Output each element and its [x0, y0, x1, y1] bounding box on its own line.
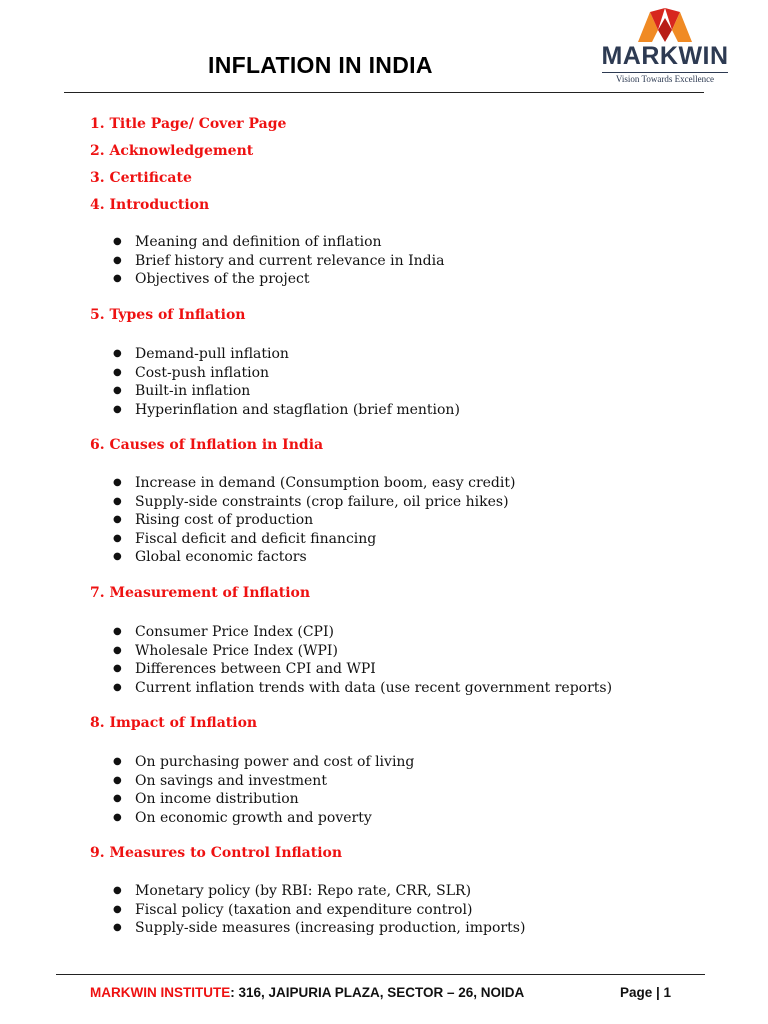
list-item: ● Fiscal policy (taxation and expenditure control) — [113, 901, 473, 918]
list-item: ● Differences between CPI and WPI — [113, 661, 376, 677]
list-item: ● Increase in demand (Consumption boom, easy credit) — [113, 475, 516, 491]
bullet-icon: ● — [113, 385, 122, 396]
bullet-icon: ● — [113, 236, 122, 247]
section-heading: 7. Measurement of Inflation — [90, 585, 311, 601]
section-heading: 8. Impact of Inflation — [90, 715, 258, 731]
section-heading: 1. Title Page/ Cover Page — [90, 116, 287, 132]
footer-divider — [56, 974, 705, 975]
list-item: ● Supply-side measures (increasing production, imports) — [113, 920, 526, 936]
markwin-logo-mark-icon — [638, 8, 692, 42]
markwin-logo — [592, 8, 738, 86]
list-item: ● Objectives of the project — [113, 271, 310, 287]
logo-wordmark: MARKWIN — [601, 42, 729, 70]
footer-address-line — [90, 985, 524, 1000]
list-item: ● Meaning and definition of inflation — [113, 234, 382, 250]
bullet-icon: ● — [113, 663, 122, 674]
bullet-icon: ● — [113, 403, 122, 415]
bullet-icon: ● — [113, 532, 122, 544]
page-header — [0, 0, 768, 98]
bullet-icon: ● — [113, 626, 122, 637]
bullet-icon: ● — [113, 514, 122, 525]
bullet-icon: ● — [113, 774, 122, 786]
bullet-list — [0, 474, 768, 567]
list-item: ● On income distribution — [113, 791, 299, 807]
section-heading: 2. Acknowledgement — [90, 143, 254, 159]
list-item: ● On economic growth and poverty — [113, 809, 372, 826]
bullet-icon: ● — [113, 495, 122, 507]
bullet-icon: ● — [113, 254, 122, 266]
list-item: ● Global economic factors — [113, 549, 307, 565]
bullet-icon: ● — [113, 922, 122, 933]
bullet-icon: ● — [113, 644, 122, 656]
bullet-list — [0, 882, 768, 938]
section-heading: 9. Measures to Control Inflation — [90, 845, 343, 861]
list-item: ● Cost-push inflation — [113, 364, 270, 381]
list-item: ● Fiscal deficit and deficit financing — [113, 530, 377, 547]
list-item: ● Supply-side constraints (crop failure, oil price hikes) — [113, 493, 509, 510]
bullet-icon: ● — [113, 273, 122, 284]
section-heading: 6. Causes of Inflation in India — [90, 437, 324, 453]
bullet-icon: ● — [113, 681, 122, 693]
bullet-icon: ● — [113, 477, 122, 488]
document-title: INFLATION IN INDIA — [208, 52, 433, 78]
footer-address: : 316, JAIPURIA PLAZA, SECTOR – 26, NOIDA — [230, 985, 525, 1000]
section-heading: 4. Introduction — [90, 197, 210, 213]
section-heading: 3. Certificate — [90, 170, 192, 186]
section-heading: 5. Types of Inflation — [90, 307, 246, 323]
bullet-list — [0, 623, 768, 697]
list-item: ● Brief history and current relevance in India — [113, 252, 445, 269]
list-item: ● Rising cost of production — [113, 512, 314, 528]
list-item: ● Current inflation trends with data (use recent government reports) — [113, 679, 613, 696]
bullet-icon: ● — [113, 811, 122, 823]
header-divider — [64, 92, 704, 93]
list-item: ● Built-in inflation — [113, 383, 251, 399]
logo-tagline: Vision Towards Excellence — [615, 74, 715, 84]
list-item: ● Demand-pull inflation — [113, 346, 289, 362]
list-item: ● Hyperinflation and stagflation (brief mention) — [113, 401, 460, 418]
bullet-icon: ● — [113, 756, 122, 767]
logo-divider — [602, 72, 728, 73]
bullet-list — [0, 345, 768, 419]
footer-institute-name: MARKWIN INSTITUTE — [90, 985, 231, 1000]
bullet-icon: ● — [113, 793, 122, 804]
bullet-icon: ● — [113, 903, 122, 915]
list-item: ● Consumer Price Index (CPI) — [113, 624, 334, 640]
list-item: ● Wholesale Price Index (WPI) — [113, 642, 338, 659]
bullet-icon: ● — [113, 551, 122, 562]
list-item: ● On purchasing power and cost of living — [113, 754, 415, 770]
bullet-icon: ● — [113, 348, 122, 359]
bullet-icon: ● — [113, 885, 122, 896]
bullet-icon: ● — [113, 366, 122, 378]
bullet-list — [0, 233, 768, 289]
list-item: ● On savings and investment — [113, 772, 327, 789]
bullet-list — [0, 753, 768, 827]
list-item: ● Monetary policy (by RBI: Repo rate, CRR, SLR) — [113, 883, 472, 899]
page-number: Page | 1 — [620, 985, 672, 1000]
